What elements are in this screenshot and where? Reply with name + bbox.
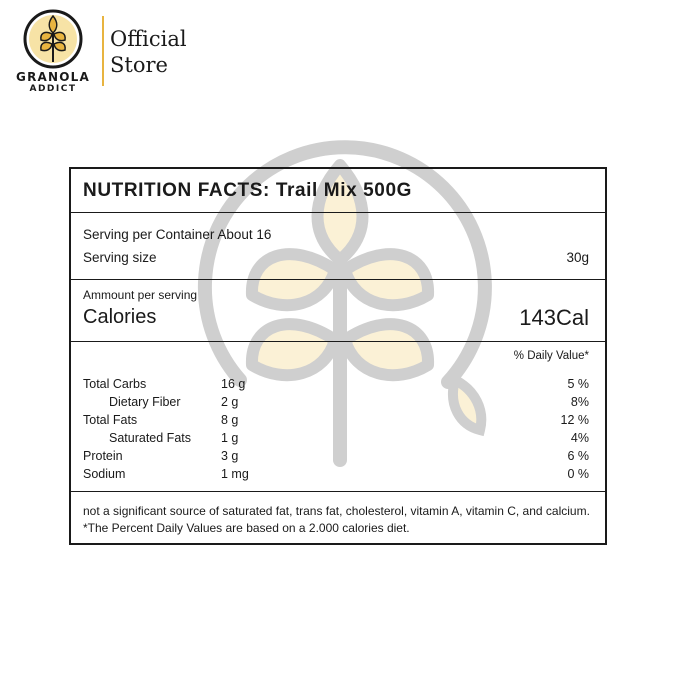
nutrient-dv: 6 % xyxy=(567,449,589,463)
nutrient-amount: 8 g xyxy=(221,413,239,427)
nutrient-amount: 16 g xyxy=(221,377,246,391)
wheat-logo-icon xyxy=(8,6,98,72)
title-section xyxy=(71,169,605,213)
nutrient-row xyxy=(71,395,605,413)
nutrient-label: Sodium xyxy=(83,467,126,481)
serving-size-label: Serving size xyxy=(83,250,157,265)
footnote-text: not a significant source of saturated fat, trans fat, cholesterol, vitamin A, vitamin C, and calcium. *The Percent Daily Values are based on a 2.000 calories diet. xyxy=(83,504,590,535)
nutrient-amount: 1 mg xyxy=(221,467,249,481)
servings-per-container: Serving per Container About 16 xyxy=(83,227,272,242)
nutrient-label: Total Carbs xyxy=(83,377,147,391)
brand-name-top: GRANOLA xyxy=(16,70,90,84)
store-line-1: Official xyxy=(110,27,187,51)
calories-label: Calories xyxy=(83,306,157,328)
title-label: NUTRITION FACTS: xyxy=(83,180,270,201)
calories-section xyxy=(71,279,605,342)
nutrient-row xyxy=(71,449,605,467)
serving-size-value: 30g xyxy=(566,250,589,265)
nutrient-dv: 4% xyxy=(570,431,589,445)
nutrient-amount: 3 g xyxy=(221,449,239,463)
nutrition-facts-panel xyxy=(69,167,607,545)
amount-per-serving: Ammount per serving xyxy=(83,288,198,302)
brand-divider xyxy=(102,16,104,86)
nutrient-dv: 8% xyxy=(570,395,589,409)
nutrient-row xyxy=(71,431,605,449)
nutrient-row xyxy=(71,467,605,485)
nutrient-label: Total Fats xyxy=(83,413,138,427)
nutrient-amount: 1 g xyxy=(221,431,239,445)
nutrient-label: Saturated Fats xyxy=(109,431,191,445)
serving-section xyxy=(71,212,605,280)
store-line-2: Store xyxy=(110,53,168,77)
nutrient-dv: 5 % xyxy=(567,377,589,391)
nutrients-section xyxy=(71,341,605,492)
product-name: Trail Mix 500G xyxy=(275,180,412,201)
nutrient-dv: 12 % xyxy=(560,413,589,427)
footnote-section xyxy=(71,491,605,543)
brand-logo xyxy=(8,6,98,98)
nutrient-row xyxy=(71,377,605,395)
official-store-label xyxy=(110,26,187,78)
nutrient-row xyxy=(71,413,605,431)
nutrient-amount: 2 g xyxy=(221,395,239,409)
nutrient-dv: 0 % xyxy=(567,467,589,481)
daily-value-header: % Daily Value* xyxy=(513,350,589,362)
nutrient-label: Protein xyxy=(83,449,123,463)
panel-title xyxy=(83,180,412,202)
nutrient-label: Dietary Fiber xyxy=(109,395,181,409)
calories-value: 143Cal xyxy=(519,305,589,330)
brand-name-bottom: ADDICT xyxy=(29,84,77,94)
